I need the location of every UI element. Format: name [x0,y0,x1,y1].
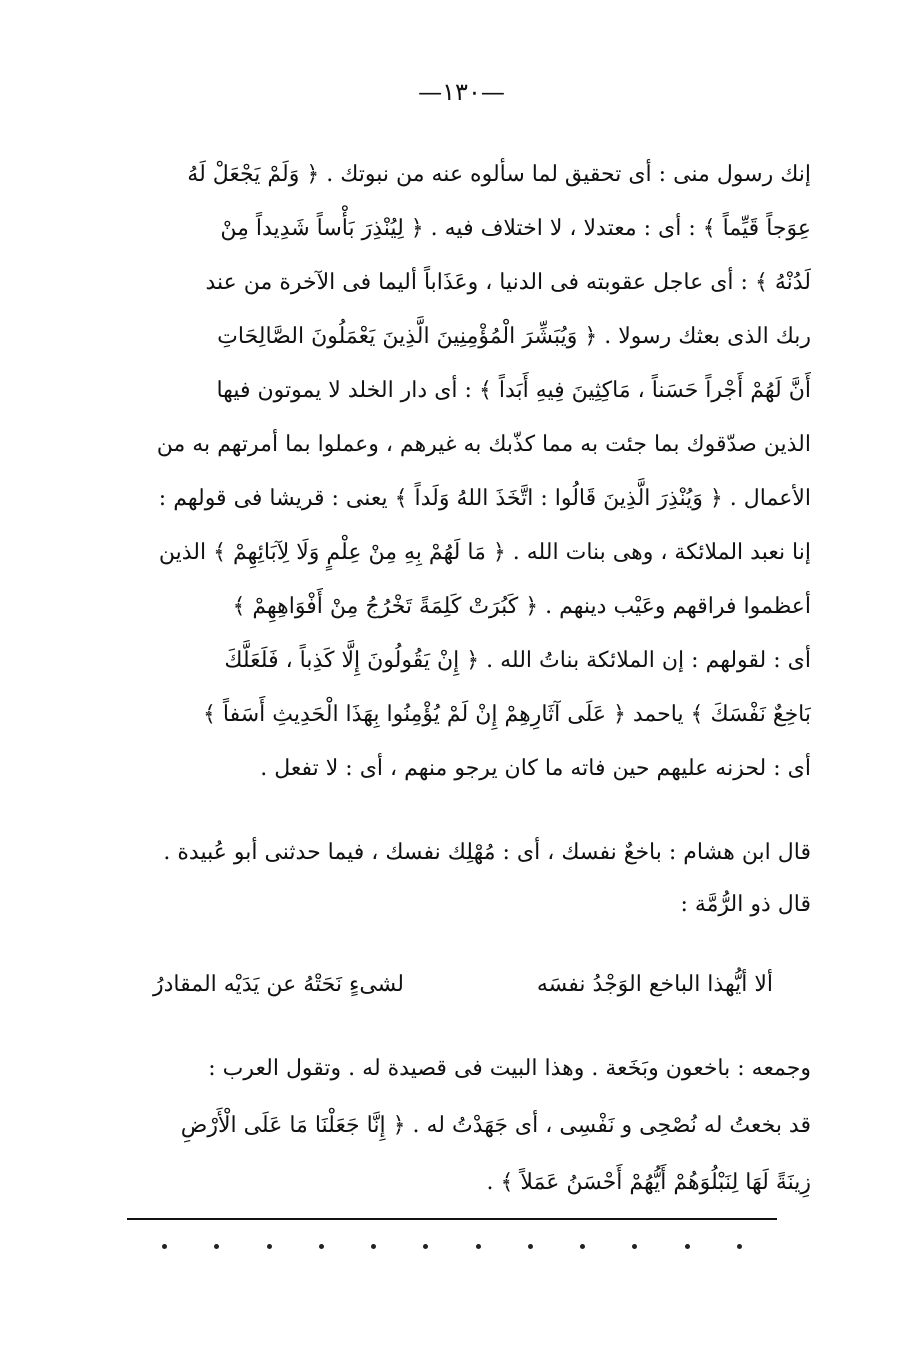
text-line: لَدُنْهُ ﴾ : أى عاجل عقوبته فى الدنيا ، وعَذَاباً أليما فى الآخرة من عند [205,270,811,295]
text-line: إنا نعبد الملائكة ، وهى بنات الله . ﴿ مَا لَهُمْ بِهِ مِنْ عِلْمٍ وَلَا لِآبَائِهِمْ ﴾ الذين [158,540,811,565]
dot-mark [528,1244,533,1249]
poetry-verse [153,958,773,1012]
dot-mark [580,1244,585,1249]
text-line: عِوَجاً قَيِّماً ﴾ : أى : معتدلا ، لا اختلاف فيه . ﴿ لِيُنْذِرَ بَأْساً شَدِيداً مِنْ [220,216,811,241]
text-line: الذين صدّقوك بما جئت به مما كذّبك به غيرهم ، وعملوا بما أمرتهم به من [156,432,811,457]
text-line: بَاخِعٌ نَفْسَكَ ﴾ ياحمد ﴿ عَلَى آثَارِهِمْ إِنْ لَمْ يُؤْمِنُوا بِهَذَا الْحَدِيثِ أَسَفاً ﴾ [203,702,811,727]
footnote-dots [162,1244,742,1249]
text-line: أى : لقولهم : إن الملائكة بناتُ الله . ﴿ إِنْ يَقُولُونَ إِلَّا كَذِباً ، فَلَعَلَّكَ [224,648,811,673]
verse-first-hemistich: ألا أيُّهذا الباخع الوَجْدُ نفسَه [536,972,773,997]
dot-mark [632,1244,637,1249]
text-line: أعظموا فراقهم وعَيْب دينهم . ﴿ كَبُرَتْ كَلِمَةً تَخْرُجُ مِنْ أَفْوَاهِهِمْ ﴾ [232,594,811,619]
dot-mark [737,1244,742,1249]
text-line: قال ابن هشام : باخعٌ نفسك ، أى : مُهْلِك نفسك ، فيما حدثنى أبو عُبيدة . [163,840,811,865]
text-line: الأعمال . ﴿ وَيُنْذِرَ الَّذِينَ قَالُوا : اتَّخَذَ اللهُ وَلَداً ﴾ يعنى : قريشا فى قولهم : [158,486,811,511]
dot-mark [685,1244,690,1249]
ibn-hisham-note [111,827,811,931]
text-line: قال ذو الرُّمَّة : [680,892,811,917]
verse-second-hemistich: لشىءٍ نَحَتْهُ عن يَدَيْه المقادرُ [153,972,404,997]
dot-mark [214,1244,219,1249]
text-line: أى : لحزنه عليهم حين فاته ما كان يرجو منهم ، أى : لا تفعل . [260,756,811,781]
footer-rule [127,1218,777,1220]
dot-mark [371,1244,376,1249]
page-number: —١٣٠— [418,78,505,106]
main-paragraph [111,148,811,796]
text-line: إنك رسول منى : أى تحقيق لما سألوه عنه من نبوتك . ﴿ وَلَمْ يَجْعَلْ لَهُ [187,162,811,187]
dot-mark [267,1244,272,1249]
dot-mark [162,1244,167,1249]
closing-paragraph [111,1040,811,1211]
text-line: زِينَةً لَهَا لِنَبْلُوَهُمْ أَيُّهُمْ أَحْسَنُ عَمَلاً ﴾ . [486,1170,811,1195]
text-line: أَنَّ لَهُمْ أَجْراً حَسَناً ، مَاكِثِينَ فِيهِ أَبَداً ﴾ : أى دار الخلد لا يموتون فيها [216,378,811,403]
dot-mark [319,1244,324,1249]
text-line: وجمعه : باخعون وبَخَعة . وهذا البيت فى قصيدة له . وتقول العرب : [208,1056,811,1081]
text-line: قد بخعتُ له نُصْحِى و نَفْسِى ، أى جَهَدْتُ له . ﴿ إِنَّا جَعَلْنَا مَا عَلَى الْأَرْضِ [180,1113,811,1138]
dot-mark [423,1244,428,1249]
dot-mark [476,1244,481,1249]
text-line: ربك الذى بعثك رسولا . ﴿ وَيُبَشِّرَ الْمُؤْمِنِينَ الَّذِينَ يَعْمَلُونَ الصَّالِحَاتِ [217,324,811,349]
